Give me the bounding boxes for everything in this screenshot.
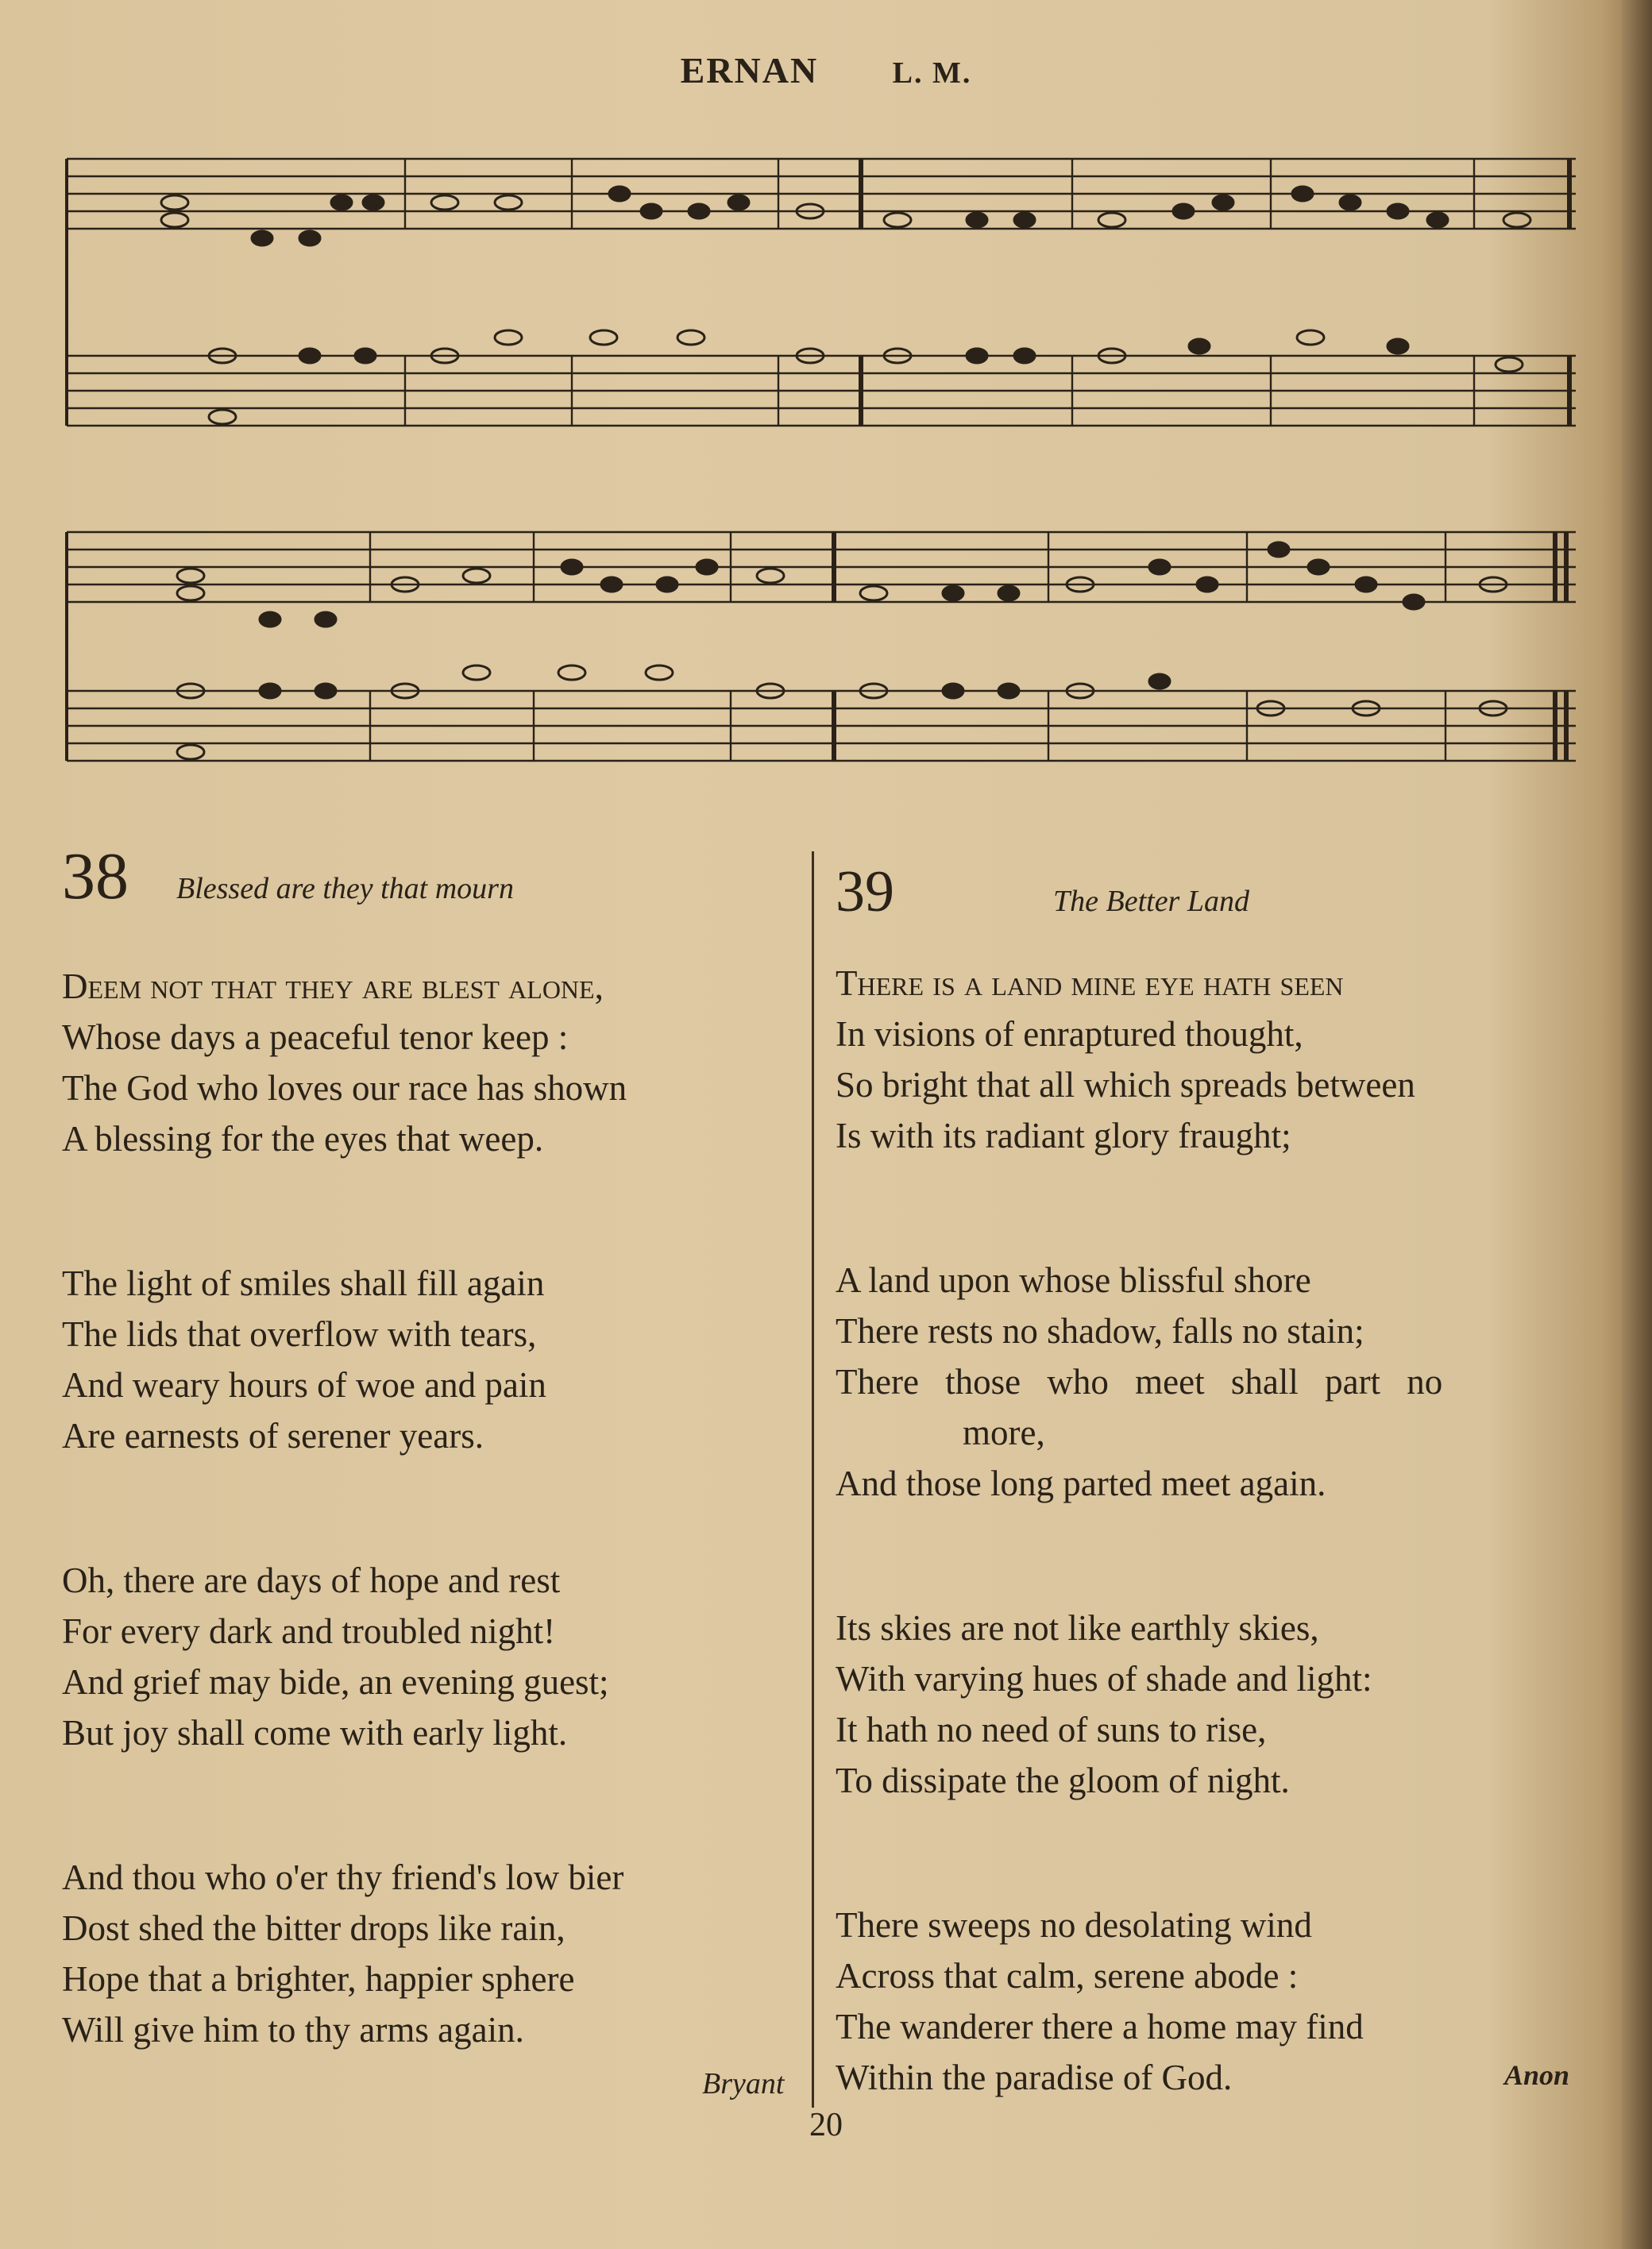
verse-line: There rests no shadow, falls no stain; bbox=[836, 1311, 1364, 1351]
stanza bbox=[836, 1603, 1442, 1806]
bass-staff-1 bbox=[67, 356, 1576, 426]
verse-line: And thou who o'er thy friend's low bier bbox=[62, 1857, 624, 1897]
verse-line: The God who loves our race has shown bbox=[62, 1068, 627, 1108]
verse-line: So bright that all which spreads between bbox=[836, 1065, 1415, 1105]
tune-name: ERNAN bbox=[680, 50, 819, 91]
verse-line: The wanderer there a home may find bbox=[836, 2007, 1364, 2046]
verse-line: Its skies are not like earthly skies, bbox=[836, 1608, 1319, 1648]
verse-line: Across that calm, serene abode : bbox=[836, 1956, 1299, 1996]
verse-line bbox=[836, 958, 1442, 1009]
stanza bbox=[62, 1258, 627, 1461]
author-attribution: Bryant bbox=[702, 2067, 785, 2100]
verse-line: There sweeps no desolating wind bbox=[836, 1905, 1312, 1945]
page-number: 20 bbox=[809, 2107, 843, 2143]
verse-line: There those who meet shall part no bbox=[836, 1362, 1443, 1402]
hymn-subtitle: Blessed are they that mourn bbox=[176, 872, 514, 905]
bass-staff-2 bbox=[67, 691, 1576, 761]
music-score bbox=[0, 0, 1652, 794]
hymn-39-heading bbox=[836, 859, 1249, 924]
verse-line: And those long parted meet again. bbox=[836, 1464, 1326, 1503]
tune-meter: L. M. bbox=[892, 56, 972, 90]
verse-line: For every dark and troubled night! bbox=[62, 1611, 556, 1651]
verse-line-text: Deem not that they are blest alone, bbox=[62, 966, 604, 1006]
stanza bbox=[836, 1255, 1442, 1509]
verse-line: The lids that overflow with tears, bbox=[62, 1314, 537, 1354]
verse-line: The light of smiles shall fill again bbox=[62, 1263, 545, 1303]
verse-line: And weary hours of woe and pain bbox=[62, 1365, 546, 1405]
stanza bbox=[62, 1555, 627, 1758]
verse-line: In visions of enraptured thought, bbox=[836, 1014, 1303, 1054]
system-2 bbox=[67, 532, 1576, 761]
verse-line: Will give him to thy arms again. bbox=[62, 2010, 524, 2050]
system-1 bbox=[67, 159, 1576, 426]
verse-line: Oh, there are days of hope and rest bbox=[62, 1560, 561, 1600]
verse-line: Within the paradise of God. bbox=[836, 2058, 1233, 2097]
treble-staff-1 bbox=[67, 159, 1576, 229]
hymn-number: 38 bbox=[62, 839, 129, 913]
verse-line: It hath no need of suns to rise, bbox=[836, 1710, 1267, 1749]
treble-staff-2 bbox=[67, 532, 1576, 602]
verse-line: A land upon whose blissful shore bbox=[836, 1260, 1311, 1300]
verse-line: But joy shall come with early light. bbox=[62, 1713, 568, 1753]
verse-line: more, bbox=[963, 1413, 1045, 1452]
stanza bbox=[836, 1900, 1442, 2103]
verse-line: A blessing for the eyes that weep. bbox=[62, 1119, 544, 1159]
verse-line: Are earnests of serener years. bbox=[62, 1416, 484, 1456]
verse-line: To dissipate the gloom of night. bbox=[836, 1761, 1290, 1800]
stanza bbox=[62, 961, 627, 1164]
verse-line: Hope that a brighter, happier sphere bbox=[62, 1959, 575, 1999]
verse-line: Dost shed the bitter drops like rain, bbox=[62, 1908, 565, 1948]
hymn-38-verses bbox=[62, 961, 627, 2149]
verse-line-text: There is a land mine eye hath seen bbox=[836, 963, 1344, 1003]
verse-line: Is with its radiant glory fraught; bbox=[836, 1116, 1291, 1155]
barlines-1 bbox=[405, 159, 1569, 426]
verse-line: With varying hues of shade and light: bbox=[836, 1659, 1372, 1699]
verse-line: And grief may bide, an evening guest; bbox=[62, 1662, 609, 1702]
verse-line: Whose days a peaceful tenor keep : bbox=[62, 1017, 569, 1057]
stanza bbox=[62, 1852, 627, 2055]
hymn-38-heading bbox=[62, 839, 514, 913]
author-attribution: Anon bbox=[1504, 2059, 1570, 2091]
verse-line bbox=[62, 961, 627, 1012]
notes-1 bbox=[161, 187, 1530, 424]
hymn-subtitle: The Better Land bbox=[1053, 885, 1249, 918]
hymn-number: 39 bbox=[836, 859, 894, 924]
column-divider bbox=[812, 851, 814, 2108]
hymn-39-verses bbox=[836, 958, 1442, 2197]
stanza bbox=[836, 958, 1442, 1161]
